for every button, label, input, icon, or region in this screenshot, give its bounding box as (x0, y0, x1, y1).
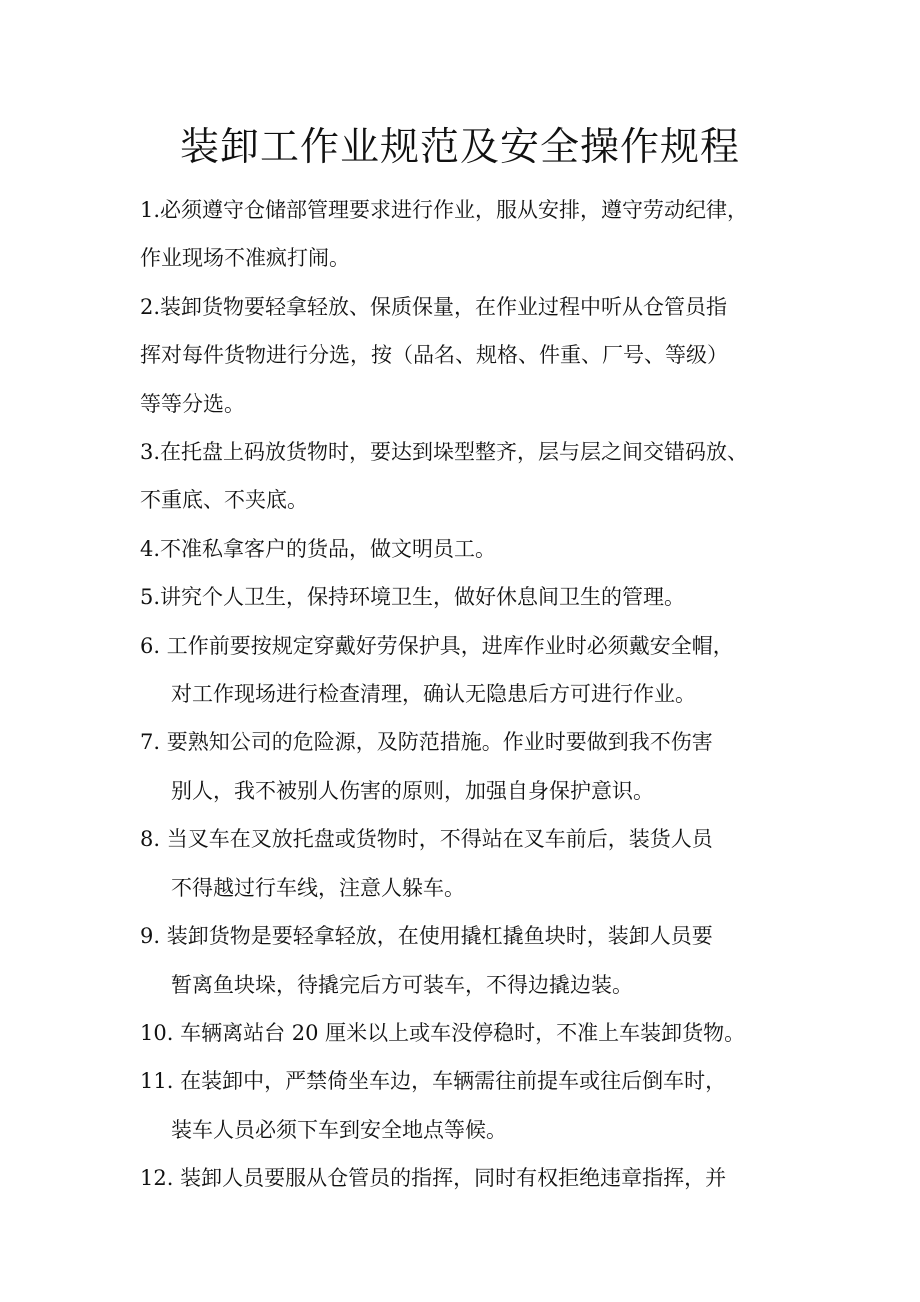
rule-line: 10. 车辆离站台 20 厘米以上或车没停稳时，不准上车装卸货物。 (140, 1020, 746, 1045)
rule-line: 4.不准私拿客户的货品，做文明员工。 (140, 536, 497, 561)
rule-item-9 (140, 912, 792, 1009)
rule-line: 装车人员必须下车到安全地点等候。 (171, 1117, 507, 1142)
rule-item-6 (140, 622, 792, 719)
rule-line: 别人，我不被别人伤害的原则，加强自身保护意识。 (171, 778, 654, 803)
rule-line: 暂离鱼块垛，待撬完后方可装车，不得边撬边装。 (171, 972, 633, 997)
document-title: 装卸工作业规范及安全操作规程 (179, 125, 740, 170)
rule-item-5 (140, 573, 792, 621)
rule-line: 6. 工作前要按规定穿戴好劳保护具，进库作业时必须戴安全帽， (140, 633, 734, 658)
rule-line: 不重底、不夹底。 (140, 488, 308, 513)
rule-item-4 (140, 525, 792, 573)
rule-item-1 (140, 186, 792, 283)
rule-line: 9. 装卸货物是要轻拿轻放，在使用撬杠撬鱼块时，装卸人员要 (140, 924, 713, 949)
rule-item-12 (140, 1154, 792, 1202)
rule-line: 12. 装卸人员要服从仓管员的指挥，同时有权拒绝违章指挥，并 (140, 1166, 727, 1191)
rule-item-10 (140, 1009, 792, 1057)
rule-item-3 (140, 428, 792, 525)
rule-line: 3.在托盘上码放货物时，要达到垛型整齐，层与层之间交错码放、 (140, 440, 749, 465)
rule-item-2 (140, 283, 792, 428)
rule-line: 11. 在装卸中，严禁倚坐车边，车辆需往前提车或往后倒车时， (140, 1069, 727, 1094)
rule-line: 8. 当叉车在叉放托盘或货物时，不得站在叉车前后，装货人员 (140, 827, 713, 852)
rule-line: 1.必须遵守仓储部管理要求进行作业，服从安排，遵守劳动纪律， (140, 198, 749, 222)
rule-item-8 (140, 815, 792, 912)
rule-line: 5.讲究个人卫生，保持环境卫生，做好休息间卫生的管理。 (140, 585, 686, 610)
rule-line: 不得越过行车线，注意人躲车。 (171, 875, 465, 900)
document-body (140, 186, 792, 1203)
rule-item-11 (140, 1057, 792, 1154)
rule-line: 对工作现场进行检查清理，确认无隐患后方可进行作业。 (171, 682, 696, 707)
rule-item-7 (140, 718, 792, 815)
rule-line: 7. 要熟知公司的危险源，及防范措施。作业时要做到我不伤害 (140, 730, 713, 755)
rule-line: 作业现场不准疯打闹。 (140, 246, 350, 271)
rule-line: 挥对每件货物进行分选，按（品名、规格、件重、厂号、等级） (140, 343, 728, 368)
rule-line: 2.装卸货物要轻拿轻放、保质保量，在作业过程中听从仓管员指 (140, 294, 728, 319)
rule-line: 等等分选。 (140, 391, 245, 416)
